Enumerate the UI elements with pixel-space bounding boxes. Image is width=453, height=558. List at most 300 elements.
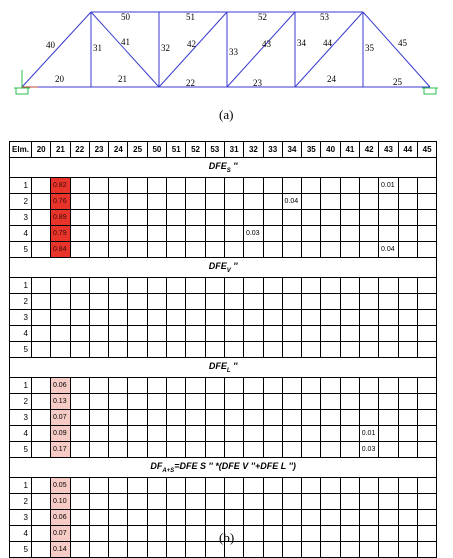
table-row — [10, 226, 437, 242]
cell-33 — [263, 442, 282, 458]
cell-33 — [263, 478, 282, 494]
cell-41 — [340, 378, 359, 394]
cell-32 — [244, 294, 263, 310]
cell-25 — [128, 278, 147, 294]
section-title-row — [10, 158, 437, 178]
cell-45 — [417, 294, 436, 310]
cell-35 — [302, 442, 321, 458]
cell-20 — [32, 342, 51, 358]
section-title-row — [10, 458, 437, 478]
cell-53 — [205, 494, 224, 510]
cell-44 — [398, 478, 417, 494]
row-elm-number: 1 — [10, 178, 32, 194]
cell-43 — [379, 426, 398, 442]
cell-43 — [379, 194, 398, 210]
cell-43 — [379, 326, 398, 342]
cell-34 — [282, 210, 301, 226]
cell-20 — [32, 326, 51, 342]
cell-51 — [167, 426, 186, 442]
cell-44 — [398, 494, 417, 510]
cell-22 — [70, 478, 89, 494]
cell-31 — [224, 278, 243, 294]
table-row — [10, 510, 437, 526]
table-row — [10, 410, 437, 426]
cell-42: 0.01 — [360, 426, 379, 442]
cell-45 — [417, 210, 436, 226]
cell-24 — [109, 426, 128, 442]
cell-52 — [186, 294, 205, 310]
label-vert-35: 35 — [365, 43, 374, 53]
cell-21 — [51, 326, 70, 342]
cell-43 — [379, 294, 398, 310]
cell-45 — [417, 326, 436, 342]
column-header-42: 42 — [360, 142, 379, 158]
cell-33 — [263, 494, 282, 510]
table-row — [10, 178, 437, 194]
cell-25 — [128, 242, 147, 258]
cell-20 — [32, 310, 51, 326]
cell-34 — [282, 342, 301, 358]
cell-22 — [70, 526, 89, 542]
label-vert-33: 33 — [229, 47, 238, 57]
cell-44 — [398, 310, 417, 326]
cell-43 — [379, 378, 398, 394]
column-header-52: 52 — [186, 142, 205, 158]
cell-25 — [128, 210, 147, 226]
cell-45 — [417, 494, 436, 510]
cell-52 — [186, 526, 205, 542]
cell-35 — [302, 394, 321, 410]
panel-a-label: (a) — [219, 107, 234, 122]
table-row — [10, 426, 437, 442]
column-header-53: 53 — [205, 142, 224, 158]
label-diag-41: 41 — [121, 37, 130, 47]
cell-40 — [321, 194, 340, 210]
cell-24 — [109, 342, 128, 358]
cell-25 — [128, 178, 147, 194]
cell-31 — [224, 242, 243, 258]
cell-53 — [205, 278, 224, 294]
cell-35 — [302, 342, 321, 358]
cell-23 — [89, 510, 108, 526]
cell-42 — [360, 194, 379, 210]
column-header-43: 43 — [379, 142, 398, 158]
cell-53 — [205, 378, 224, 394]
cell-51 — [167, 442, 186, 458]
cell-34 — [282, 442, 301, 458]
cell-51 — [167, 310, 186, 326]
cell-43 — [379, 210, 398, 226]
table-row — [10, 194, 437, 210]
row-elm-number: 2 — [10, 294, 32, 310]
cell-44 — [398, 394, 417, 410]
cell-21 — [51, 294, 70, 310]
cell-51 — [167, 494, 186, 510]
cell-41 — [340, 242, 359, 258]
row-elm-number: 3 — [10, 410, 32, 426]
cell-34 — [282, 378, 301, 394]
cell-41 — [340, 478, 359, 494]
cell-50 — [147, 526, 166, 542]
cell-25 — [128, 510, 147, 526]
cell-44 — [398, 210, 417, 226]
cell-34 — [282, 478, 301, 494]
cell-35 — [302, 310, 321, 326]
row-elm-number: 4 — [10, 326, 32, 342]
cell-22 — [70, 394, 89, 410]
cell-50 — [147, 310, 166, 326]
cell-45 — [417, 226, 436, 242]
cell-40 — [321, 478, 340, 494]
cell-44 — [398, 242, 417, 258]
cell-45 — [417, 378, 436, 394]
cell-35 — [302, 426, 321, 442]
cell-40 — [321, 242, 340, 258]
cell-35 — [302, 178, 321, 194]
cell-41 — [340, 194, 359, 210]
cell-40 — [321, 426, 340, 442]
cell-21: 0.06 — [51, 378, 70, 394]
cell-45 — [417, 442, 436, 458]
cell-50 — [147, 210, 166, 226]
cell-21: 0.76 — [51, 194, 70, 210]
cell-31 — [224, 326, 243, 342]
cell-41 — [340, 442, 359, 458]
cell-20 — [32, 410, 51, 426]
row-elm-number: 5 — [10, 542, 32, 558]
cell-22 — [70, 178, 89, 194]
cell-51 — [167, 526, 186, 542]
cell-53 — [205, 510, 224, 526]
right-support — [422, 88, 438, 94]
cell-33 — [263, 410, 282, 426]
cell-33 — [263, 426, 282, 442]
cell-34 — [282, 410, 301, 426]
cell-44 — [398, 194, 417, 210]
cell-33 — [263, 242, 282, 258]
cell-52 — [186, 226, 205, 242]
cell-41 — [340, 410, 359, 426]
cell-42 — [360, 510, 379, 526]
cell-45 — [417, 478, 436, 494]
table-row — [10, 242, 437, 258]
cell-22 — [70, 442, 89, 458]
cell-22 — [70, 378, 89, 394]
cell-42 — [360, 378, 379, 394]
cell-40 — [321, 226, 340, 242]
cell-40 — [321, 394, 340, 410]
cell-21: 0.79 — [51, 226, 70, 242]
cell-22 — [70, 410, 89, 426]
cell-40 — [321, 294, 340, 310]
cell-41 — [340, 278, 359, 294]
section-title-rest: '' — [230, 361, 238, 372]
cell-23 — [89, 294, 108, 310]
section-title-main: DFE — [208, 261, 227, 272]
cell-34 — [282, 426, 301, 442]
cell-31 — [224, 478, 243, 494]
cell-22 — [70, 194, 89, 210]
cell-42 — [360, 410, 379, 426]
cell-23 — [89, 194, 108, 210]
cell-53 — [205, 342, 224, 358]
cell-51 — [167, 226, 186, 242]
cell-21: 0.14 — [51, 542, 70, 558]
cell-41 — [340, 426, 359, 442]
cell-32 — [244, 410, 263, 426]
cell-33 — [263, 278, 282, 294]
cell-22 — [70, 426, 89, 442]
cell-35 — [302, 526, 321, 542]
cell-42 — [360, 478, 379, 494]
cell-40 — [321, 442, 340, 458]
cell-20 — [32, 178, 51, 194]
distribution-factor-table — [9, 141, 437, 558]
cell-43 — [379, 478, 398, 494]
cell-50 — [147, 378, 166, 394]
column-header-35: 35 — [302, 142, 321, 158]
cell-43 — [379, 442, 398, 458]
cell-41 — [340, 226, 359, 242]
column-header-32: 32 — [244, 142, 263, 158]
cell-53 — [205, 326, 224, 342]
column-header-31: 31 — [224, 142, 243, 158]
column-header-20: 20 — [32, 142, 51, 158]
cell-52 — [186, 426, 205, 442]
cell-21: 0.06 — [51, 510, 70, 526]
cell-40 — [321, 210, 340, 226]
cell-51 — [167, 210, 186, 226]
cell-23 — [89, 526, 108, 542]
cell-41 — [340, 510, 359, 526]
column-header-22: 22 — [70, 142, 89, 158]
cell-20 — [32, 494, 51, 510]
cell-32 — [244, 378, 263, 394]
cell-23 — [89, 310, 108, 326]
truss-diagram — [0, 0, 453, 100]
cell-20 — [32, 294, 51, 310]
cell-41 — [340, 394, 359, 410]
label-diag-45: 45 — [398, 38, 407, 48]
cell-40 — [321, 178, 340, 194]
label-bottom-23: 23 — [253, 78, 262, 88]
cell-40 — [321, 342, 340, 358]
cell-40 — [321, 494, 340, 510]
cell-25 — [128, 326, 147, 342]
cell-43 — [379, 394, 398, 410]
table-row — [10, 378, 437, 394]
row-elm-number: 3 — [10, 310, 32, 326]
table-row — [10, 278, 437, 294]
cell-23 — [89, 394, 108, 410]
cell-33 — [263, 178, 282, 194]
label-top-51: 51 — [186, 12, 195, 22]
cell-41 — [340, 342, 359, 358]
cell-42 — [360, 210, 379, 226]
section-title-rest: '' — [230, 261, 238, 272]
cell-25 — [128, 294, 147, 310]
label-top-52: 52 — [258, 12, 267, 22]
cell-44 — [398, 510, 417, 526]
cell-23 — [89, 178, 108, 194]
cell-24 — [109, 394, 128, 410]
header-elm-label: Elm. — [10, 142, 32, 158]
cell-53 — [205, 310, 224, 326]
cell-21 — [51, 310, 70, 326]
cell-23 — [89, 442, 108, 458]
column-header-23: 23 — [89, 142, 108, 158]
cell-50 — [147, 442, 166, 458]
cell-23 — [89, 226, 108, 242]
cell-25 — [128, 442, 147, 458]
cell-22 — [70, 326, 89, 342]
section-title-main: DF — [150, 461, 163, 472]
cell-34 — [282, 394, 301, 410]
cell-52 — [186, 478, 205, 494]
label-diag-43: 43 — [262, 39, 271, 49]
cell-32 — [244, 194, 263, 210]
cell-44 — [398, 378, 417, 394]
cell-24 — [109, 294, 128, 310]
cell-44 — [398, 178, 417, 194]
column-header-50: 50 — [147, 142, 166, 158]
column-header-40: 40 — [321, 142, 340, 158]
cell-53 — [205, 442, 224, 458]
cell-52 — [186, 194, 205, 210]
cell-34 — [282, 526, 301, 542]
cell-44 — [398, 294, 417, 310]
section-title-main: DFE — [208, 361, 227, 372]
cell-42 — [360, 278, 379, 294]
cell-44 — [398, 442, 417, 458]
cell-22 — [70, 210, 89, 226]
cell-32 — [244, 178, 263, 194]
cell-33 — [263, 310, 282, 326]
cell-50 — [147, 294, 166, 310]
cell-50 — [147, 410, 166, 426]
cell-33 — [263, 378, 282, 394]
cell-43 — [379, 494, 398, 510]
label-bottom-22: 22 — [186, 78, 195, 88]
table-row — [10, 326, 437, 342]
column-header-25: 25 — [128, 142, 147, 158]
cell-42 — [360, 242, 379, 258]
cell-51 — [167, 294, 186, 310]
cell-31 — [224, 378, 243, 394]
cell-21 — [51, 342, 70, 358]
cell-51 — [167, 194, 186, 210]
cell-35 — [302, 210, 321, 226]
cell-42 — [360, 342, 379, 358]
cell-31 — [224, 310, 243, 326]
cell-35 — [302, 242, 321, 258]
cell-24 — [109, 442, 128, 458]
cell-33 — [263, 326, 282, 342]
cell-33 — [263, 510, 282, 526]
cell-42 — [360, 394, 379, 410]
label-diag-42: 42 — [187, 39, 196, 49]
cell-25 — [128, 394, 147, 410]
cell-31 — [224, 410, 243, 426]
cell-24 — [109, 378, 128, 394]
cell-21: 0.84 — [51, 242, 70, 258]
column-header-34: 34 — [282, 142, 301, 158]
cell-21: 0.17 — [51, 442, 70, 458]
cell-20 — [32, 378, 51, 394]
section-title — [10, 458, 437, 478]
cell-32 — [244, 210, 263, 226]
cell-32 — [244, 278, 263, 294]
cell-45 — [417, 510, 436, 526]
cell-42 — [360, 226, 379, 242]
column-header-44: 44 — [398, 142, 417, 158]
row-elm-number: 2 — [10, 494, 32, 510]
cell-24 — [109, 326, 128, 342]
cell-20 — [32, 426, 51, 442]
cell-44 — [398, 226, 417, 242]
cell-21: 0.05 — [51, 478, 70, 494]
row-elm-number: 1 — [10, 378, 32, 394]
cell-25 — [128, 226, 147, 242]
cell-43 — [379, 526, 398, 542]
cell-50 — [147, 478, 166, 494]
label-bottom-24: 24 — [327, 74, 336, 84]
table-row — [10, 494, 437, 510]
cell-51 — [167, 410, 186, 426]
cell-25 — [128, 426, 147, 442]
cell-53 — [205, 294, 224, 310]
cell-34: 0.04 — [282, 194, 301, 210]
cell-41 — [340, 526, 359, 542]
cell-40 — [321, 326, 340, 342]
cell-21: 0.89 — [51, 210, 70, 226]
label-bottom-20: 20 — [55, 74, 64, 84]
cell-52 — [186, 394, 205, 410]
cell-44 — [398, 410, 417, 426]
cell-23 — [89, 278, 108, 294]
cell-25 — [128, 494, 147, 510]
cell-51 — [167, 326, 186, 342]
cell-23 — [89, 242, 108, 258]
cell-45 — [417, 410, 436, 426]
cell-25 — [128, 410, 147, 426]
section-title-row — [10, 258, 437, 278]
cell-24 — [109, 310, 128, 326]
cell-41 — [340, 310, 359, 326]
cell-53 — [205, 178, 224, 194]
section-title — [10, 258, 437, 278]
cell-22 — [70, 242, 89, 258]
cell-34 — [282, 310, 301, 326]
cell-45 — [417, 178, 436, 194]
cell-32 — [244, 342, 263, 358]
cell-32 — [244, 526, 263, 542]
cell-32 — [244, 426, 263, 442]
cell-33 — [263, 394, 282, 410]
cell-42 — [360, 310, 379, 326]
cell-53 — [205, 394, 224, 410]
cell-34 — [282, 510, 301, 526]
cell-45 — [417, 526, 436, 542]
cell-50 — [147, 242, 166, 258]
cell-45 — [417, 242, 436, 258]
cell-35 — [302, 194, 321, 210]
cell-21: 0.09 — [51, 426, 70, 442]
cell-34 — [282, 242, 301, 258]
cell-43 — [379, 278, 398, 294]
section-title — [10, 358, 437, 378]
cell-23 — [89, 494, 108, 510]
